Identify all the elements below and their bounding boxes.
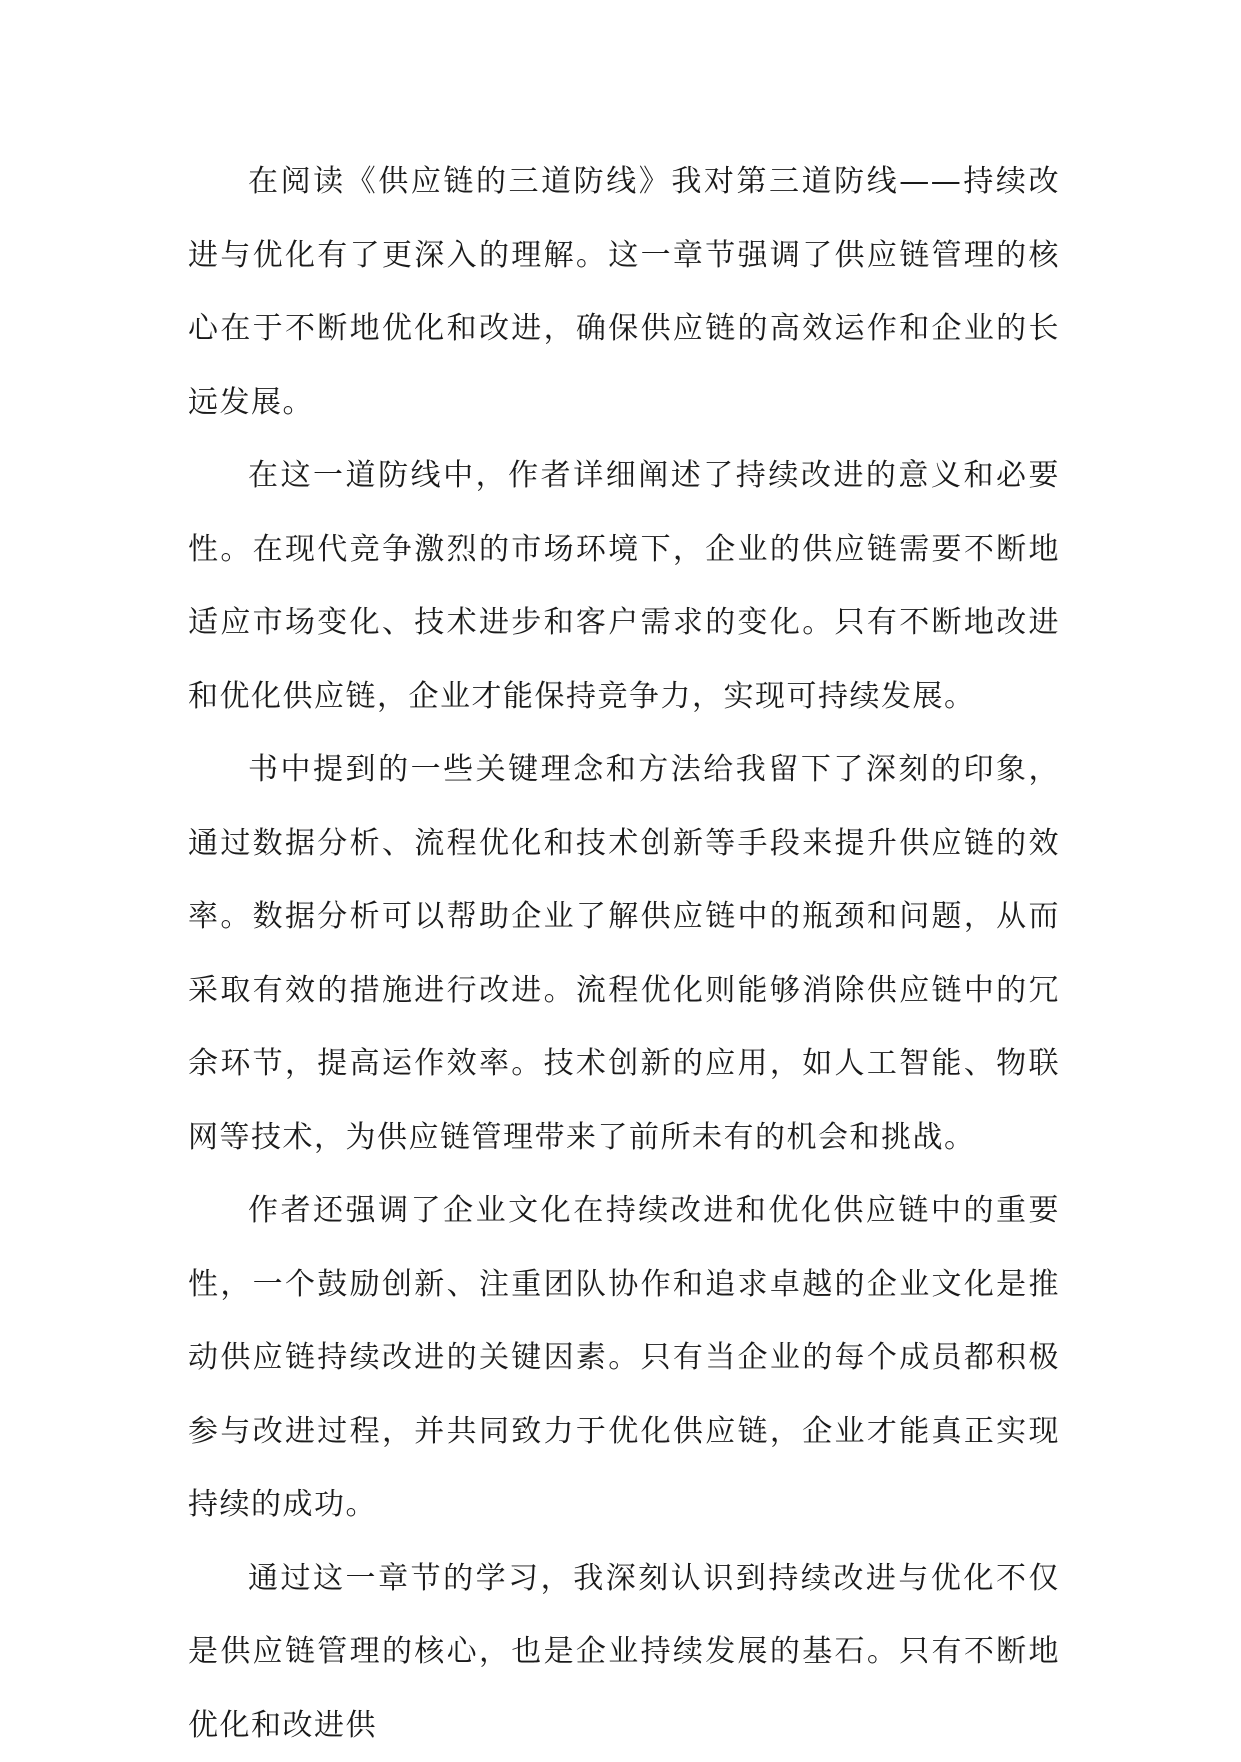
document-body	[188, 145, 1060, 1762]
paragraph: 在阅读《供应链的三道防线》我对第三道防线——持续改进与优化有了更深入的理解。这一章节强调了供应链管理的核心在于不断地优化和改进，确保供应链的高效运作和企业的长远发展。	[188, 145, 1060, 439]
paragraph: 作者还强调了企业文化在持续改进和优化供应链中的重要性，一个鼓励创新、注重团队协作和追求卓越的企业文化是推动供应链持续改进的关键因素。只有当企业的每个成员都积极参与改进过程，并共同致力于优化供应链，企业才能真正实现持续的成功。	[188, 1174, 1060, 1542]
paragraph: 通过这一章节的学习，我深刻认识到持续改进与优化不仅是供应链管理的核心，也是企业持续发展的基石。只有不断地优化和改进供	[188, 1542, 1060, 1762]
paragraph: 书中提到的一些关键理念和方法给我留下了深刻的印象，通过数据分析、流程优化和技术创新等手段来提升供应链的效率。数据分析可以帮助企业了解供应链中的瓶颈和问题，从而采取有效的措施进行改进。流程优化则能够消除供应链中的冗余环节，提高运作效率。技术创新的应用，如人工智能、物联网等技术，为供应链管理带来了前所未有的机会和挑战。	[188, 733, 1060, 1174]
paragraph: 在这一道防线中，作者详细阐述了持续改进的意义和必要性。在现代竞争激烈的市场环境下，企业的供应链需要不断地适应市场变化、技术进步和客户需求的变化。只有不断地改进和优化供应链，企业才能保持竞争力，实现可持续发展。	[188, 439, 1060, 733]
